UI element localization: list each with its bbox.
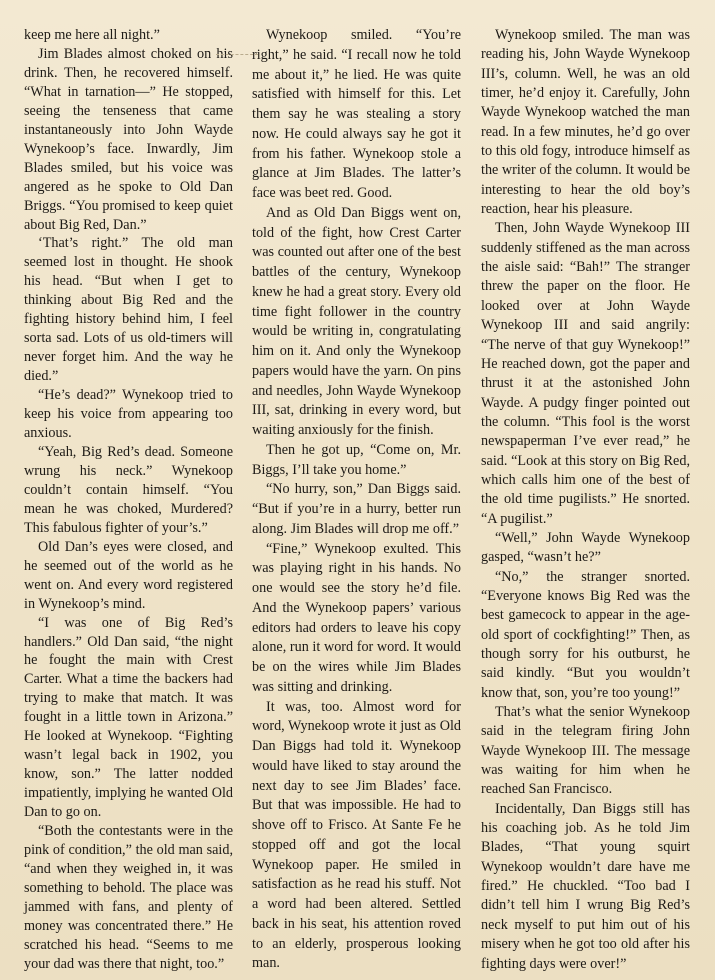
paragraph: “He’s dead?” Wynekoop tried to keep his voice from appearing too anxious. xyxy=(24,387,233,442)
paragraph: Wynekoop smiled. The man was reading his, John Wayde Wynekoop III’s, column. Well, he was an old timer, he’d enjoy it. Carefully, John Wayde Wynekoop watched the man read. In a few minutes, he’d go over to this old fogy, introduce himself as the writer of the column. It would be interesting to hear the old boy’s reaction, hear his pleasure. xyxy=(481,27,690,218)
paragraph: keep me here all night.” xyxy=(24,27,160,43)
paragraph: “Yeah, Big Red’s dead. Someone wrung his neck.” Wynekoop couldn’t contain himself. “You mean he was choked, Murdered? This fabulous fighter of your’s.” xyxy=(24,443,233,536)
paragraph: And as Old Dan Biggs went on, told of the fight, how Crest Carter was counted out after one of the best battles of the century, Wynekoop knew he had a great story. Every old time fight follower in the country would be writing in, congratulating him on it. And only the Wynekoop papers would have the yarn. On pins and needles, John Wayde Wynekoop III, sat, drinking in every word, but waiting anxiously for the finish. xyxy=(252,204,461,438)
text-column-middle xyxy=(252,26,461,974)
text-column-left xyxy=(24,26,233,974)
text-column-right xyxy=(481,26,690,974)
paragraph: “No hurry, son,” Dan Biggs said. “But if you’re in a hurry, better run along. Jim Blades will drop me off.” xyxy=(252,481,461,537)
paragraph: Then he got up, “Come on, Mr. Biggs, I’ll take you home.” xyxy=(252,441,461,478)
paragraph: “Fine,” Wynekoop exulted. This was playing right in his hands. No one would see the story he’d file. And the Wynekoop papers’ various editors had orders to leave his copy alone, run it word for word. It would be on the wires while Jim Blades was sitting and drinking. xyxy=(252,540,461,695)
paragraph: Wynekoop smiled. “You’re right,” he said. “I recall now he told me about it,” he lied. He was quite satisfied with himself for this. Let them say he was stealing a story now. He could always say he got it from his father. Wynekoop stole a glance at Jim Blades. The latter’s face was beet red. Good. xyxy=(252,27,461,201)
paragraph: Old Dan’s eyes were closed, and he seemed out of the world as he went on. And every word registered in Wynekoop’s mind. xyxy=(24,538,233,612)
paragraph: ‘That’s right.” The old man seemed lost in thought. He shook his head. “But when I get to thinking about Big Red and the fighting history behind him, I feel sorta sad. Lots of us old-timers will never forget him. And the way he died.” xyxy=(24,235,233,385)
paragraph: Jim Blades almost choked on his drink. Then, he recovered himself. “What in tarnation—” He stopped, seeing the tenseness that came instantaneously into John Wayde Wynekoop’s face. Inwardly, Jim Blades smiled, but his voice was angered as he spoke to Old Dan Briggs. “You promised to keep quiet about Big Red, Dan.” xyxy=(24,45,233,233)
paragraph: It was, too. Almost word for word, Wynekoop wrote it just as Old Dan Biggs had told it. Wynekoop would have liked to stay around the next day to see Jim Blades’ face. But that was impossible. He had to shove off to Frisco. At Sante Fe he stopped off and got the local Wynekoop paper. He smiled in satisfaction as he read his stuff. Not a word had been altered. Settled back in his seat, his attention roved to an elderly, prosperous looking man. xyxy=(252,698,461,972)
paragraph: Then, John Wayde Wynekoop III suddenly stiffened as the man across the aisle said: “Bah!” The stranger threw the paper on the floor. He looked over at John Wayde Wynekoop III and said angrily: “The nerve of that guy Wynekoop!” He reached down, got the paper and thrust it at the astonished John Wayde. A pudgy finger pointed out the column. “This fool is the worst newspaperman I’ve ever read,” he said. “Look at this story on Big Red, which calls him one of the best of the old time pugilists.” He snorted. “A pugilist.” xyxy=(481,220,690,527)
paragraph: “I was one of Big Red’s handlers.” Old Dan said, “the night he fought the main with Crest Carter. What a time the backers had trying to make that match. It was fought in a little town in Arizona.” He looked at Wynekoop. “Fighting wasn’t legal back in 1902, you know, son.” The latter nodded impatiently, implying he wanted Old Dan to go on. xyxy=(24,614,233,821)
paragraph: “Both the contestants were in the pink of condition,” the old man said, “and when they weighed in, it was something to behold. The place was jammed with fans, and plenty of money was concentrated there.” He scratched his head. “Seems to me your dad was there that night, too.” xyxy=(24,823,233,972)
paragraph: “No,” the stranger snorted. “Everyone knows Big Red was the best gamecock to appear in the age-old sport of cockfighting!” Then, as though sorry for his outburst, he said kindly. “But you wouldn’t know that, son, you’re too young!” xyxy=(481,568,690,701)
paragraph: Incidentally, Dan Biggs still has his coaching job. As he told Jim Blades, “That young squirt Wynekoop wouldn’t dare have me fired.” He chuckled. “Too bad I didn’t tell him I wrung Big Red’s neck myself to put him out of his misery when he got too old after his fighting days were over!” xyxy=(481,800,690,972)
paragraph: That’s what the senior Wynekoop said in the telegram firing John Wayde Wynekoop III. The message was waiting for him when he reached San Francisco. xyxy=(481,704,690,798)
paragraph: “Well,” John Wayde Wynekoop gasped, “wasn’t he?” xyxy=(481,529,690,566)
